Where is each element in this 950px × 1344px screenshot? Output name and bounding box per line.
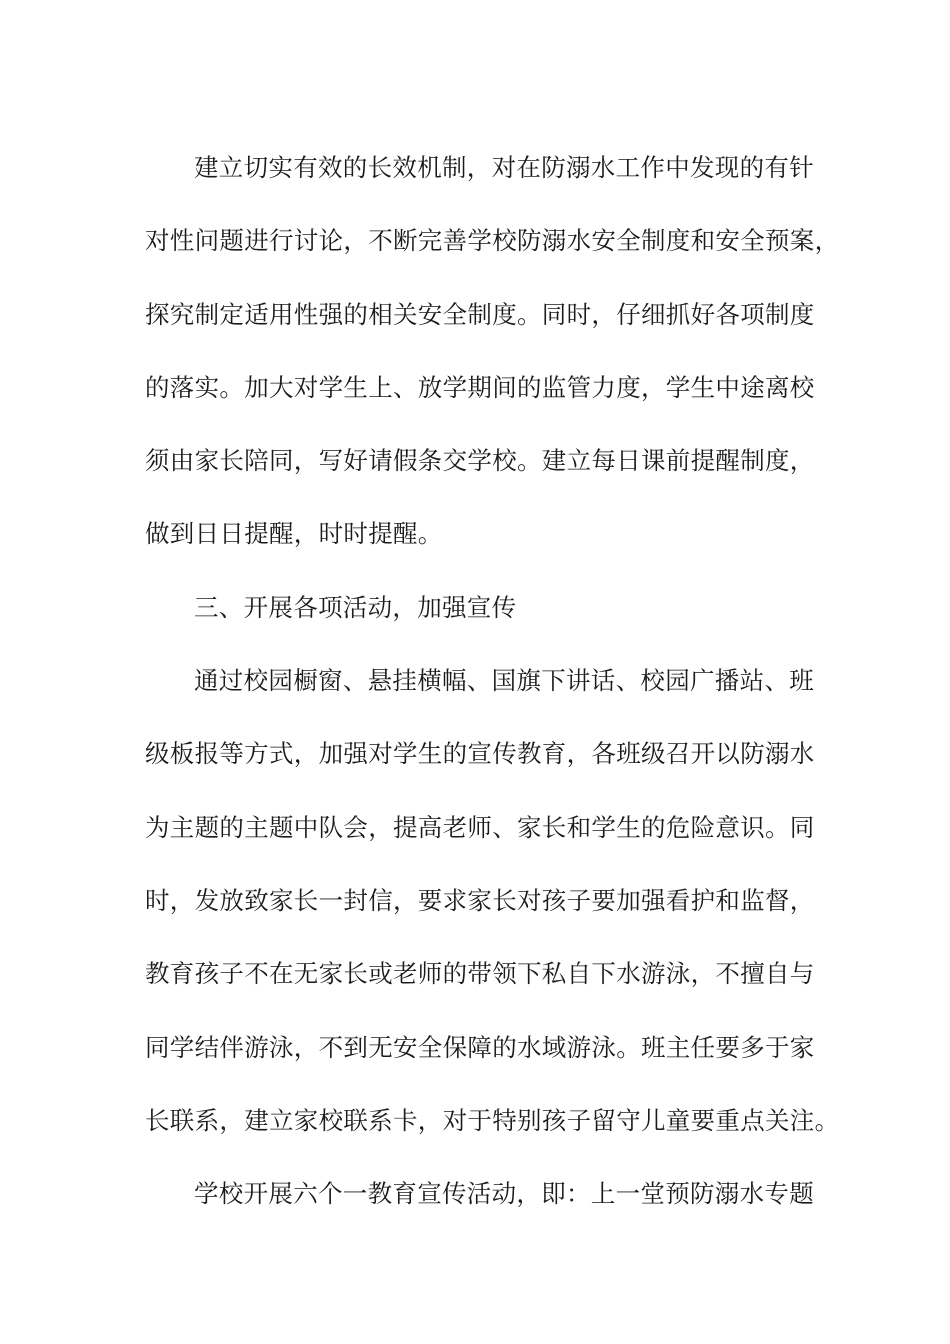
text-line: 学校开展六个一教育宣传活动，即：上一堂预防溺水专题 [194,1179,814,1209]
text-line: 长联系，建立家校联系卡，对于特别孩子留守儿童要重点关注。 [145,1105,840,1135]
text-line: 同学结伴游泳，不到无安全保障的水域游泳。班主任要多于家 [145,1032,815,1062]
text-line: 须由家长陪同，写好请假条交学校。建立每日课前提醒制度， [145,446,815,476]
text-line: 通过校园橱窗、悬挂横幅、国旗下讲话、校园广播站、班 [194,666,814,696]
document-body [145,131,840,1230]
section-heading-three [145,571,810,644]
text-line: 对性问题进行讨论，不断完善学校防溺水安全制度和安全预案， [145,226,840,256]
text-line: 的落实。加大对学生上、放学期间的监管力度，学生中途离校 [145,372,815,402]
paragraph-six-activities [145,1157,814,1230]
text-line: 为主题的主题中队会，提高老师、家长和学生的危险意识。同 [145,812,815,842]
heading-text: 三、开展各项活动，加强宣传 [194,592,517,622]
text-line: 探究制定适用性强的相关安全制度。同时，仔细抓好各项制度 [145,299,815,329]
text-line: 教育孩子不在无家长或老师的带领下私自下水游泳，不擅自与 [145,959,815,989]
text-line: 建立切实有效的长效机制，对在防溺水工作中发现的有针 [194,153,814,182]
text-line: 时，发放致家长一封信，要求家长对孩子要加强看护和监督， [145,885,815,915]
text-line: 级板报等方式，加强对学生的宣传教育，各班级召开以防溺水 [145,739,815,769]
paragraph-mechanism [145,131,840,571]
text-line: 做到日日提醒，时时提醒。 [145,519,443,549]
paragraph-publicity [145,644,840,1157]
